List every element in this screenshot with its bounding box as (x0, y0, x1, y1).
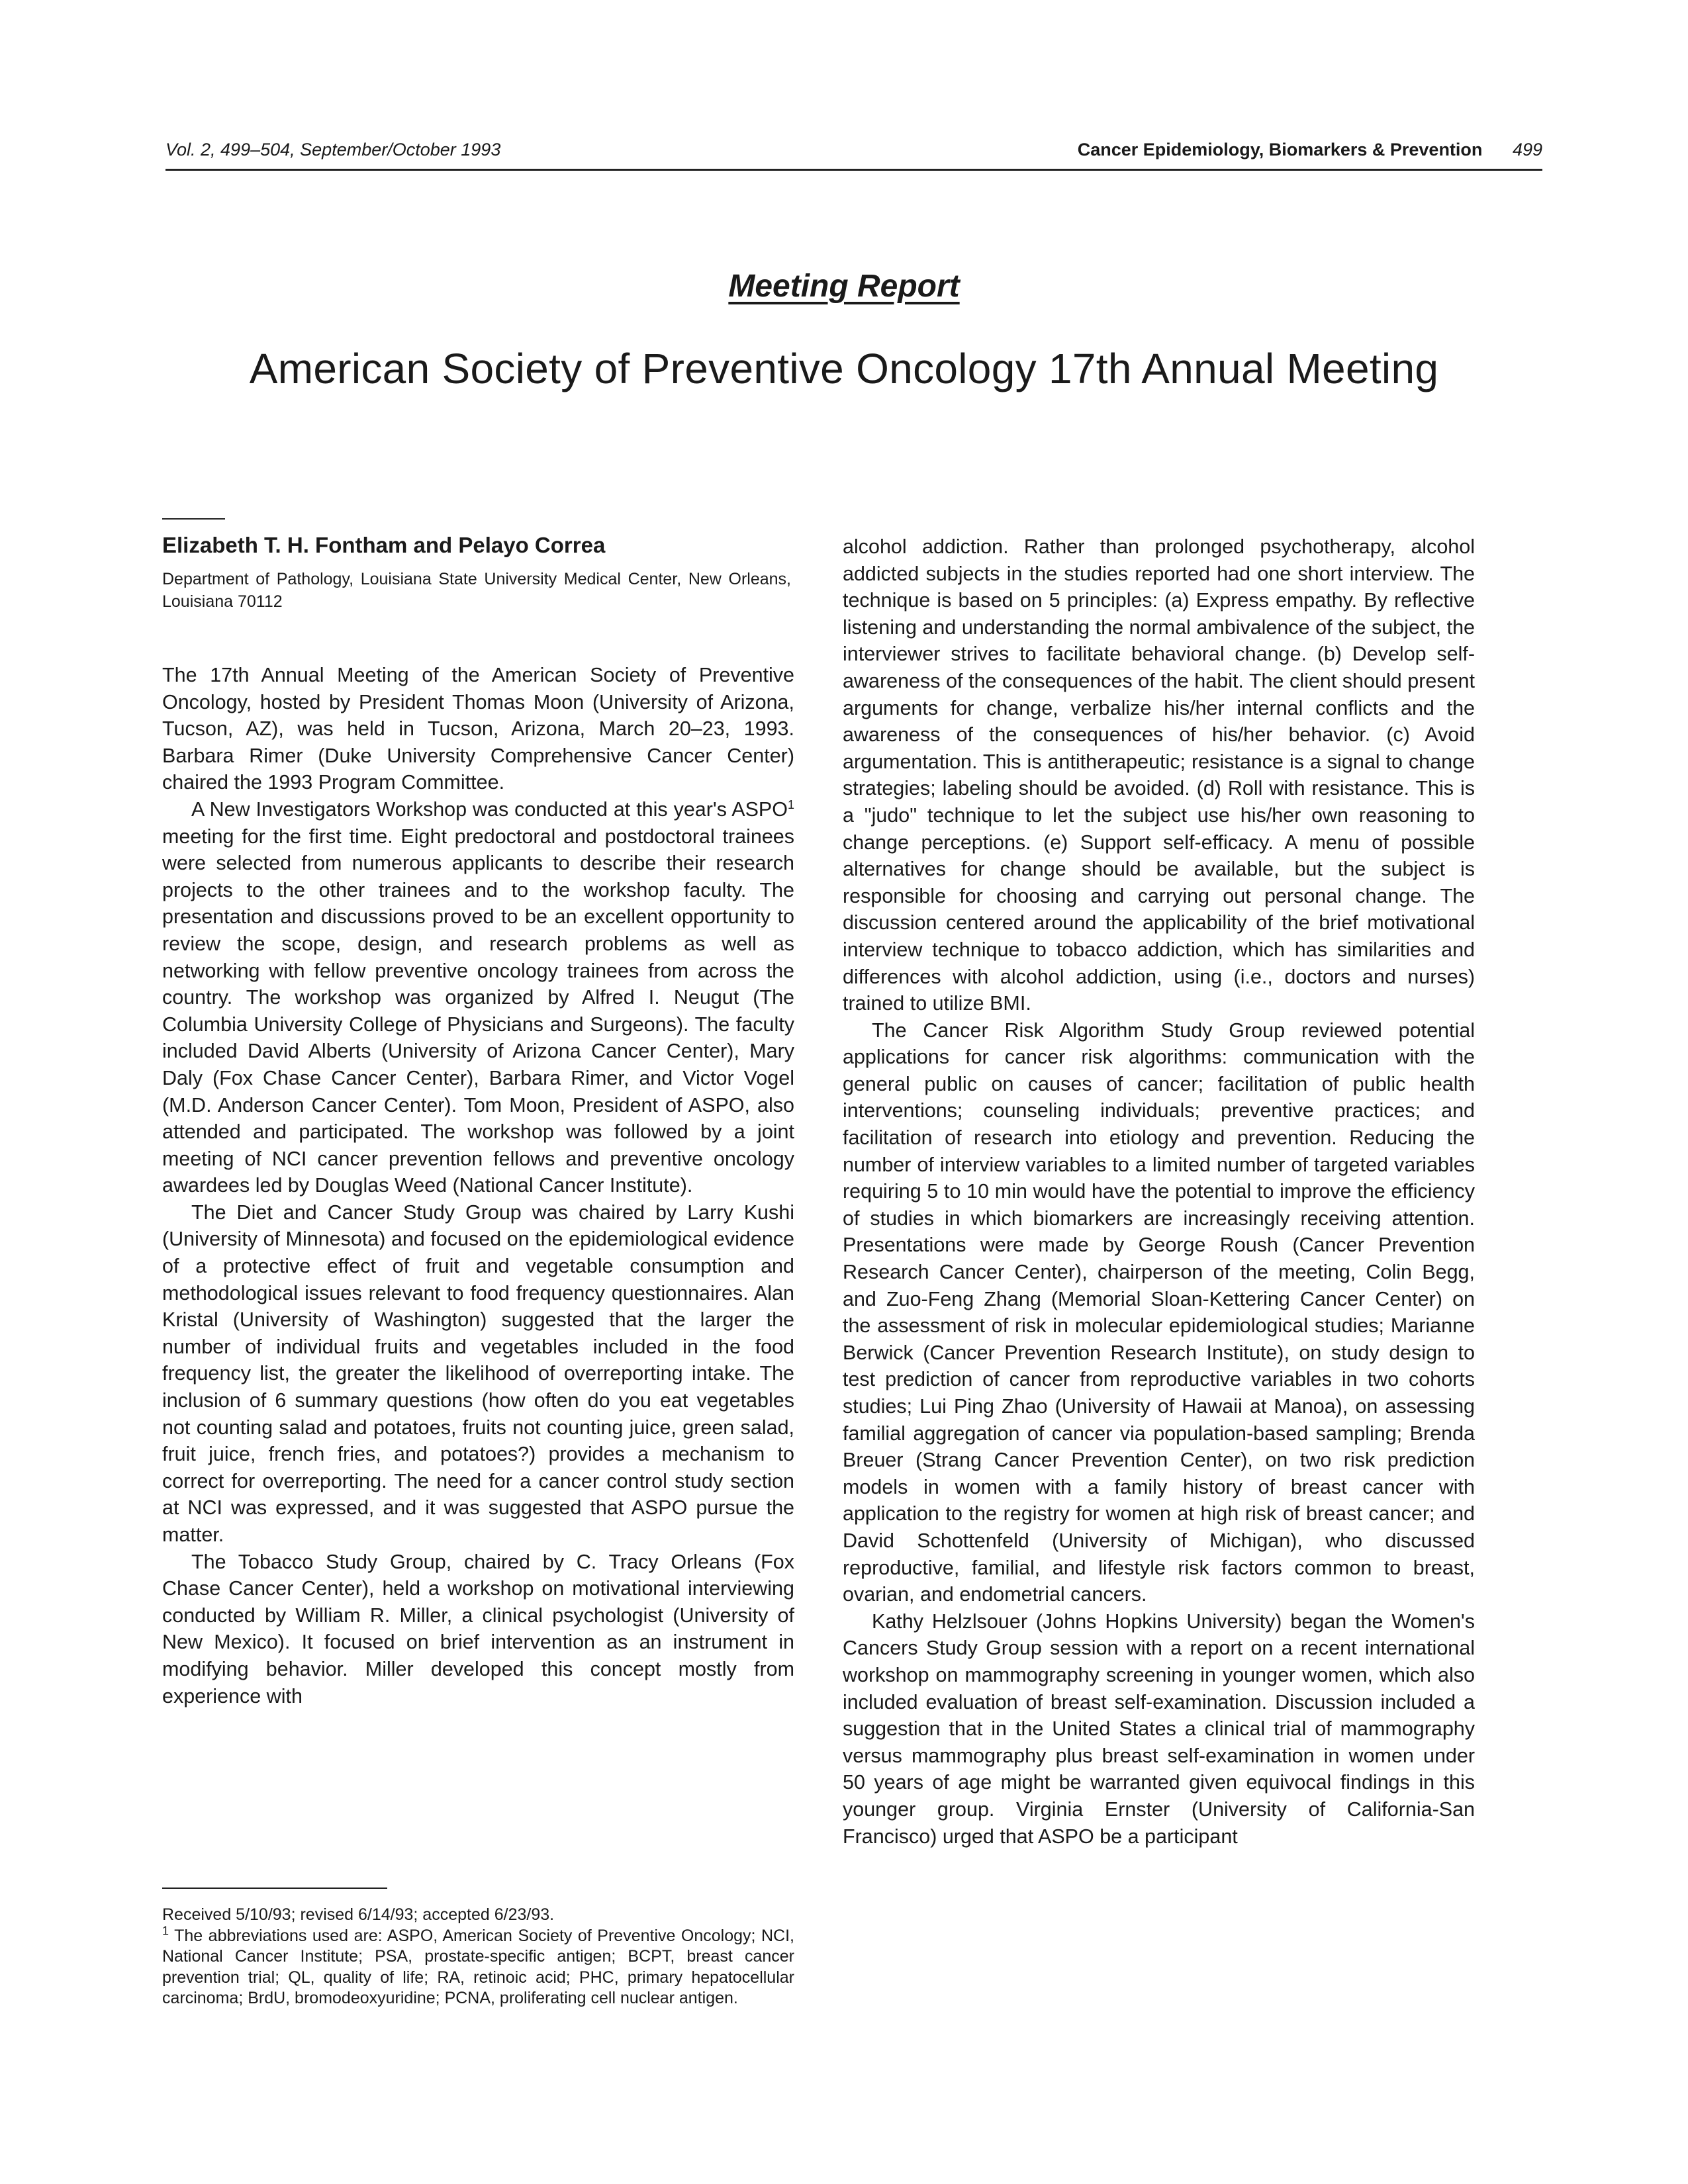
author-rule (162, 518, 225, 520)
journal-name: Cancer Epidemiology, Biomarkers & Prevention (1077, 140, 1483, 159)
paragraph-tobacco: The Tobacco Study Group, chaired by C. Tracy Orleans (Fox Chase Cancer Center), held a workshop on motivational interviewing conducted by William R. Miller, a clinical psychologist (University of New Mexico). It focused on brief intervention as an instrument in modifying behavior. Miller developed this concept mostly from experience with (162, 1550, 794, 1707)
footnotes (162, 1905, 794, 2009)
paragraph-workshop (162, 796, 794, 1199)
section-label: Meeting Report (728, 269, 960, 304)
article-title: American Society of Preventive Oncology 17th Annual Meeting (249, 345, 1439, 392)
page-number: 499 (1512, 140, 1542, 159)
abbreviations-footnote (162, 1926, 794, 2009)
paragraph-womens-cancers: Kathy Helzlsouer (Johns Hopkins University) began the Women's Cancers Study Group session with a report on a recent international workshop on mammography screening in younger women, which also included evaluation of breast self-examination. Discussion included a suggestion that in the United States a clinical trial of mammography versus mammography plus breast self-examination in women under 50 years of age might be warranted given equivocal findings in this younger group. Virginia Ernster (University of California-San Francisco) urged that ASPO be a participant (843, 1610, 1475, 1848)
footnote-mark-1: 1 (162, 1924, 169, 1938)
volume-info: Vol. 2, 499–504, September/October 1993 (165, 140, 501, 159)
paragraph-diet-cancer: The Diet and Cancer Study Group was chaired by Larry Kushi (University of Minnesota) and focused on the epidemiological evidence of a protective effect of fruit and vegetable consumption and methodological issues relevant to food frequency questionnaires. Alan Kristal (University of Washington) suggested that the larger the number of individual fruits and vegetables included in the food frequency list, the greater the likelihood of overreporting intake. The inclusion of 6 summary questions (how often do you eat vegetables not counting salad and potatoes, fruits not counting juice, green salad, fruit juice, french fries, and potatoes?) provides a mechanism to correct for overreporting. The need for a cancer control study section at NCI was expressed, and it was suggested that ASPO pursue the matter. (162, 1201, 794, 1546)
footnote-ref-1[interactable]: 1 (787, 797, 794, 811)
footnote-rule (162, 1888, 387, 1889)
paragraph-alcohol: alcohol addiction. Rather than prolonged psychotherapy, alcohol addicted subjects in the studies reported had one short interview. The technique is based on 5 principles: (a) Express empathy. By reflective listening and understanding the normal ambivalence of the subject, the interviewer strives to facilitate behavioral change. (b) Develop self-awareness of the consequences of the habit. The client should present arguments for change, verbalize his/her internal conflicts and the awareness of the consequences of his/her behavior. (c) Avoid argumentation. This is antitherapeutic; resistance is a signal to change strategies; labeling should be avoided. (d) Roll with resistance. This is a "judo" technique to let the subject use his/her own reasoning to change perceptions. (e) Support self-efficacy. A menu of possible alternatives for change should be available, but the subject is responsible for choosing and carrying out personal change. The discussion centered around the applicability of the brief motivational interview technique to tobacco addiction, which has similarities and differences with alcohol addiction, using (i.e., doctors and nurses) trained to utilize BMI. (843, 535, 1475, 1015)
right-column (843, 533, 1475, 1850)
authors: Elizabeth T. H. Fontham and Pelayo Correa (162, 533, 606, 557)
journal-and-page (1078, 140, 1542, 160)
received-dates: Received 5/10/93; revised 6/14/93; accepted 6/23/93. (162, 1905, 555, 1924)
affiliation: Department of Pathology, Louisiana State University Medical Center, New Orleans, Louisiana 70112 (162, 570, 791, 611)
left-column (162, 662, 794, 1709)
paragraph-workshop-text-a: A New Investigators Workshop was conducted at this year's ASPO (191, 797, 788, 821)
running-head (165, 136, 1542, 171)
paragraph-workshop-text-b: meeting for the first time. Eight predoctoral and postdoctoral trainees were selected from numerous applicants to describe their research projects to the other trainees and to the workshop faculty. The presentation and discussions proved to be an excellent opportunity to review the scope, design, and research problems as well as networking with fellow preventive oncology trainees from across the country. The workshop was organized by Alfred I. Neugut (The Columbia University College of Physicians and Surgeons). The faculty included David Alberts (University of Arizona Cancer Center), Mary Daly (Fox Chase Cancer Center), Barbara Rimer, and Victor Vogel (M.D. Anderson Cancer Center). Tom Moon, President of ASPO, also attended and participated. The workshop was followed by a joint meeting of NCI cancer prevention fellows and preventive oncology awardees led by Douglas Weed (National Cancer Institute). (162, 825, 794, 1197)
paragraph-risk-algorithm: The Cancer Risk Algorithm Study Group reviewed potential applications for cancer risk algorithms: communication with the general public on causes of cancer; facilitation of public health interventions; counseling individuals; preventive practices; and facilitation of research into etiology and prevention. Reducing the number of interview variables to a limited number of targeted variables requiring 5 to 10 min would have the potential to improve the efficiency of studies in which biomarkers are increasingly receiving attention. Presentations were made by George Roush (Cancer Prevention Research Cancer Center), chairperson of the meeting, Colin Begg, and Zuo-Feng Zhang (Memorial Sloan-Kettering Cancer Center) on the assessment of risk in molecular epidemiological studies; Marianne Berwick (Cancer Prevention Research Institute), on study design to test prediction of cancer from reproductive variables in two cohorts studies; Lui Ping Zhao (University of Hawaii at Manoa), on assessing familial aggregation of cancer via population-based sampling; Brenda Breuer (Strang Cancer Prevention Center), on two risk prediction models in women with a family history of breast cancer with application to the registry for women at high risk of breast cancer; and David Schottenfeld (University of Michigan), who discussed reproductive, familial, and lifestyle risk factors common to breast, ovarian, and endometrial cancers. (843, 1019, 1475, 1606)
abbreviations-text: The abbreviations used are: ASPO, American Society of Preventive Oncology; NCI, National Cancer Institute; PSA, prostate-specific antigen; BCPT, breast cancer prevention trial; QL, quality of life; RA, retinoic acid; PHC, primary hepatocellular carcinoma; BrdU, bromodeoxyuridine; PCNA, proliferating cell nuclear antigen. (162, 1926, 794, 2007)
paragraph-intro: The 17th Annual Meeting of the American Society of Preventive Oncology, hosted by President Thomas Moon (University of Arizona, Tucson, AZ), was held in Tucson, Arizona, March 20–23, 1993. Barbara Rimer (Duke University Comprehensive Cancer Center) chaired the 1993 Program Committee. (162, 664, 794, 794)
